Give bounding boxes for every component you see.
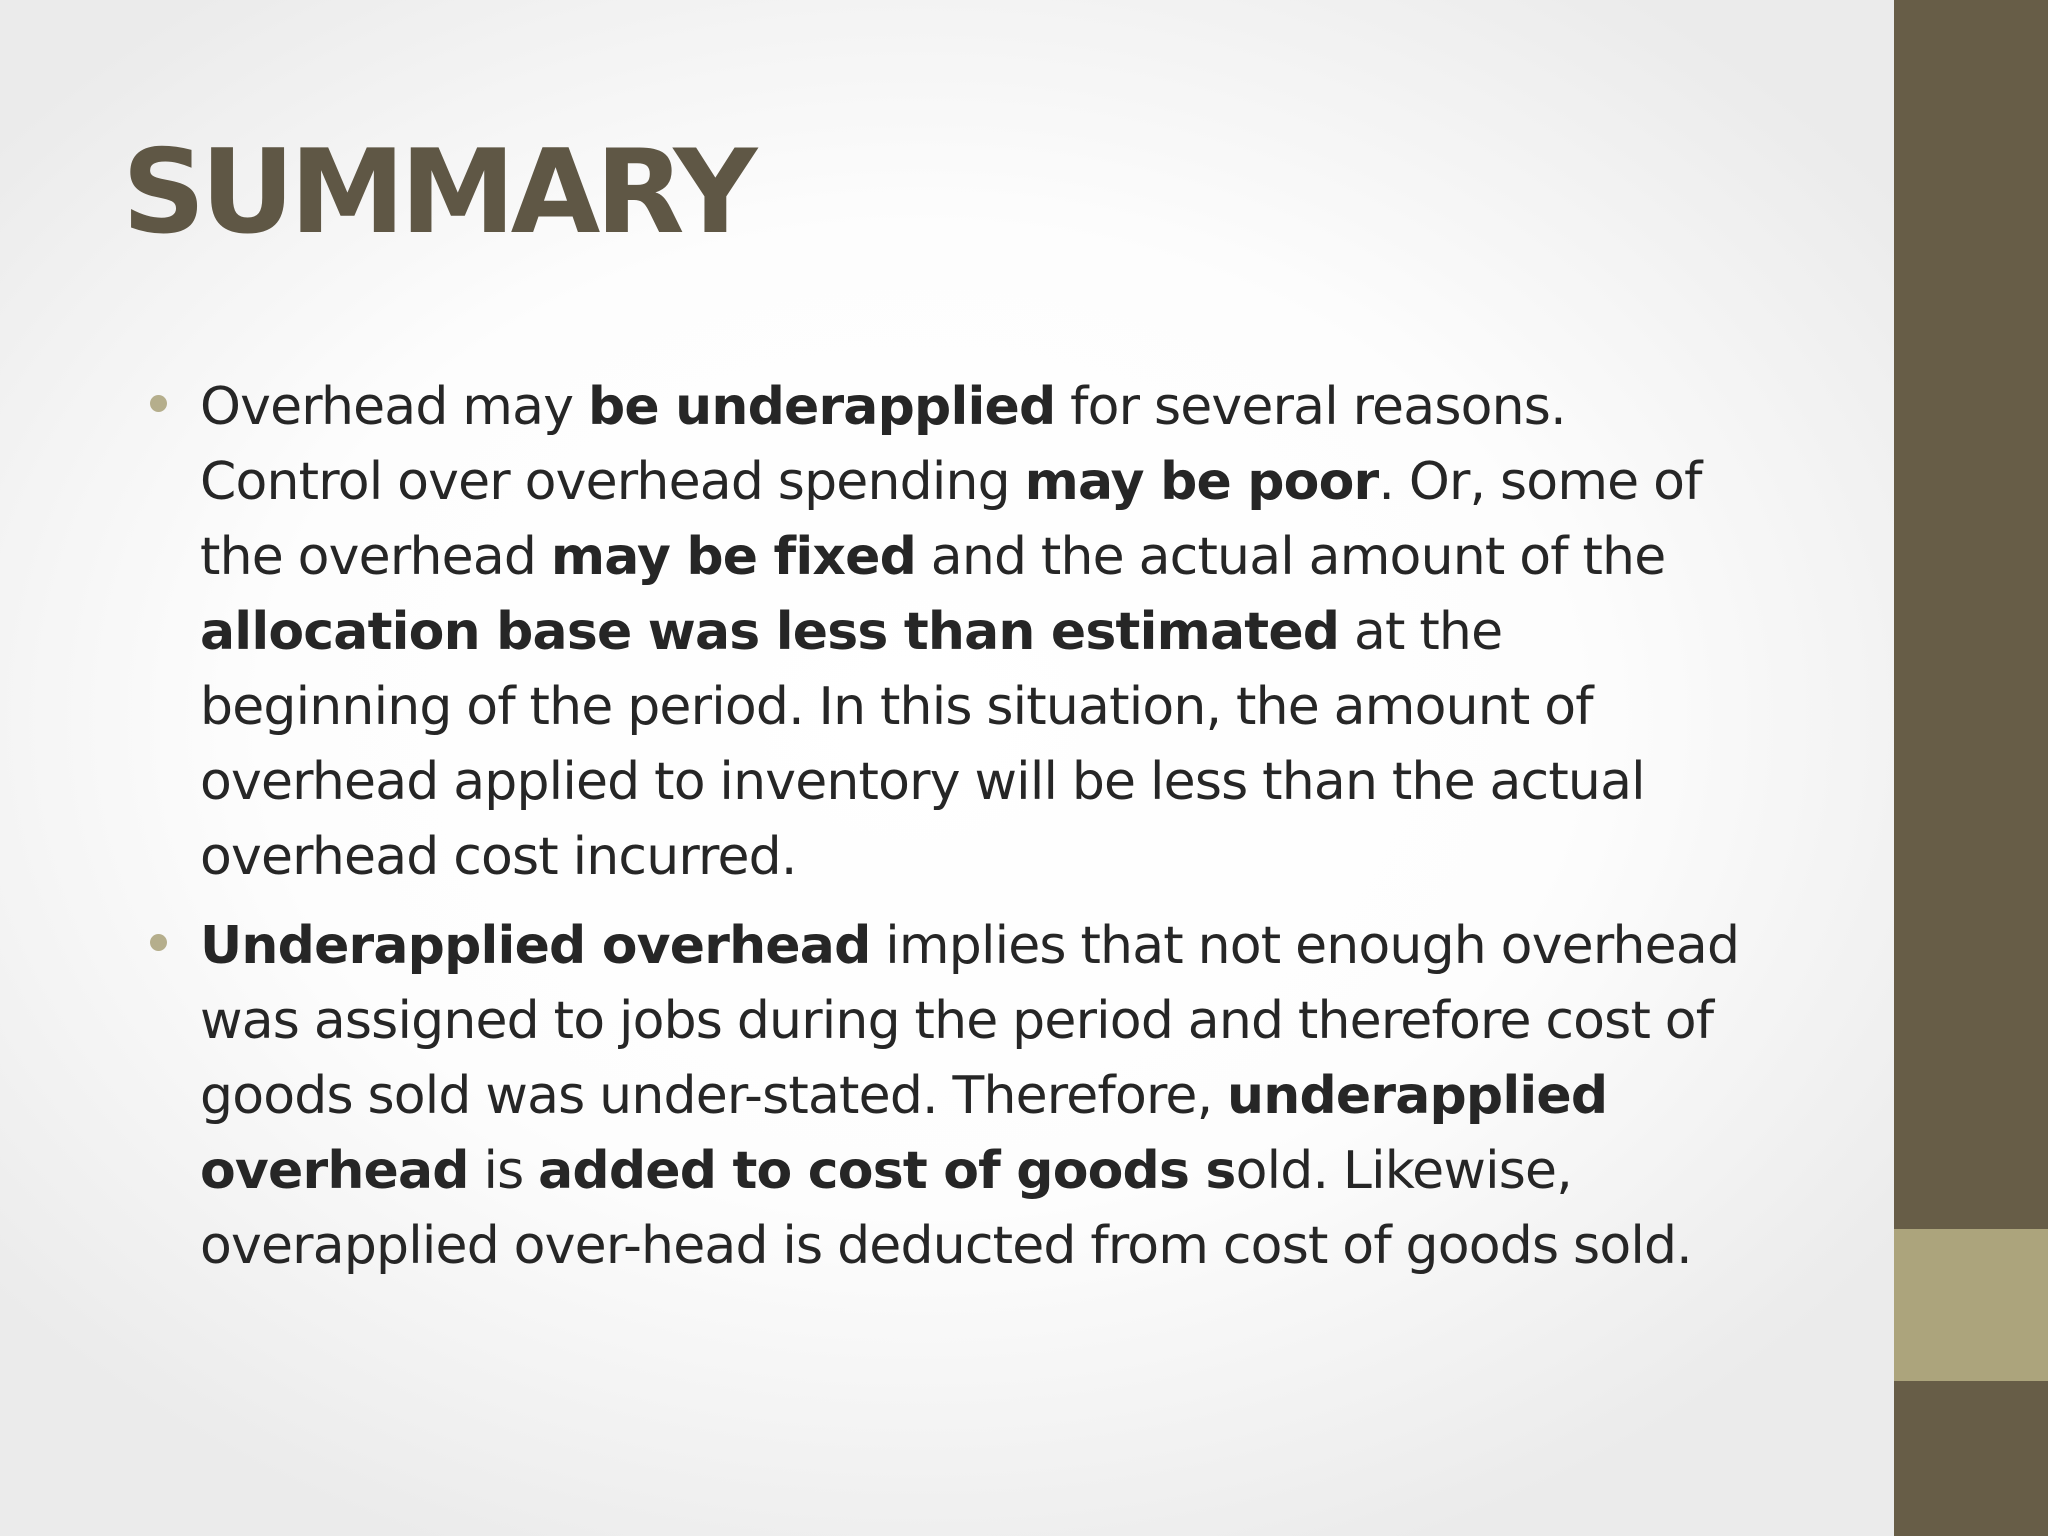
- bullet-text-segment-bold: added to cost of goods s: [538, 1141, 1236, 1201]
- bullet-item: [200, 370, 1760, 895]
- bullet-text-segment: at the beginning of the period. In this situation, the amount of overhead applied to inventory will be less than the actual overhead cost incurred.: [200, 602, 1645, 887]
- bullet-text-segment-bold: may be fixed: [550, 527, 917, 587]
- bullet-text-segment: implies that not enough overhead was assigned to jobs during the period and therefore cost of goods sold was under-stated. Therefore,: [200, 916, 1740, 1126]
- bullet-text-segment: old. Likewise, overapplied over-head is deducted from cost of goods sold.: [200, 1141, 1692, 1276]
- bullet-text-segment: Overhead may: [200, 377, 588, 437]
- bullet-text-segment: . Or, some of the overhead: [200, 452, 1702, 587]
- bullet-list: [200, 370, 1760, 1284]
- decorative-sidebar: [1894, 0, 2048, 1536]
- bullet-text-segment: is: [468, 1141, 539, 1201]
- bullet-text-segment: for several reasons. Control over overhead spending: [200, 377, 1566, 512]
- bullet-text-segment-bold: may be poor: [1024, 452, 1379, 512]
- bullet-text-segment-bold: underapplied overhead: [200, 1066, 1608, 1201]
- bullet-marker: [150, 395, 167, 412]
- sidebar-band-accent: [1894, 1229, 2048, 1381]
- bullet-text-segment-bold: be underapplied: [587, 377, 1056, 437]
- bullet-text-segment-bold: allocation base was less than estimated: [200, 602, 1340, 662]
- sidebar-band-dark-bottom: [1894, 1381, 2048, 1536]
- bullet-item: [200, 909, 1760, 1284]
- bullet-text-segment-bold: Underapplied overhead: [200, 916, 871, 976]
- bullet-text-segment: and the actual amount of the: [916, 527, 1666, 587]
- slide-title: SUMMARY: [122, 125, 753, 260]
- bullet-marker: [150, 934, 167, 951]
- sidebar-band-dark-top: [1894, 0, 2048, 1229]
